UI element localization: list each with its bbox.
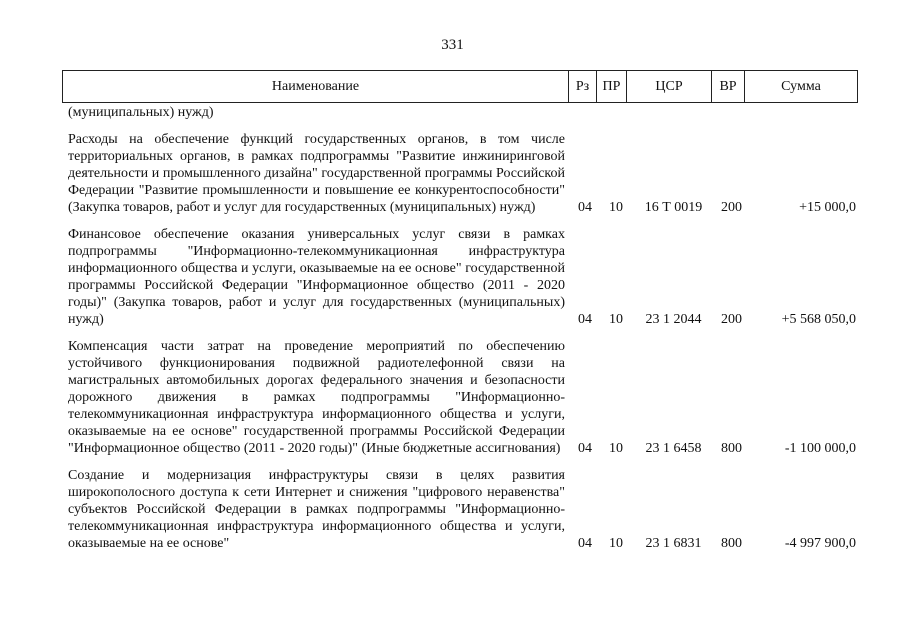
page-number: 331 <box>441 37 464 53</box>
table-body <box>68 104 858 552</box>
row-csr: 23 1 6458 <box>645 441 702 456</box>
row-rz: 04 <box>578 536 592 551</box>
continuation-row <box>68 104 858 121</box>
header-sum: Сумма <box>744 71 857 102</box>
row-pr: 10 <box>609 441 623 456</box>
row-csr: 23 1 6831 <box>645 536 702 551</box>
row-rz: 04 <box>578 200 592 215</box>
header-pr: ПР <box>596 71 626 102</box>
header-vr: ВР <box>711 71 744 102</box>
row-description: Расходы на обеспечение функций государственных органов, в том числе территориальных органов, в рамках подпрограммы "Развитие инжиниринговой деятельности и промышленного дизайна" государственной программы Российской Федерации "Развитие промышленности и повышение ее конкурентоспособности" (Закупка товаров, работ и услуг для государственных (муниципальных) нужд) <box>68 132 565 215</box>
table-row <box>68 226 858 328</box>
row-vr: 800 <box>721 536 742 551</box>
row-description: Создание и модернизация инфраструктуры связи в целях развития широкополосного доступа к сети Интернет и снижения "цифрового неравенства" субъектов Российской Федерации в рамках подпрограммы "Информационно-телекоммуникационная инфраструктура информационного общества и услуги, оказываемые на ее основе" <box>68 468 565 551</box>
table-row <box>68 131 858 216</box>
table-row <box>68 338 858 457</box>
header-csr: ЦСР <box>626 71 711 102</box>
row-csr: 16 Т 0019 <box>644 200 703 215</box>
table-row <box>68 467 858 552</box>
row-csr: 23 1 2044 <box>645 312 702 327</box>
row-description: Финансовое обеспечение оказания универсальных услуг связи в рамках подпрограммы "Информационно-телекоммуникационная инфраструктура информационного общества и услуги, оказываемые на ее основе" государственной программы Российской Федерации "Информационное общество (2011 - 2020 годы)" (Закупка товаров, работ и услуг для государственных (муниципальных) нужд) <box>68 227 565 327</box>
row-rz: 04 <box>578 312 592 327</box>
row-pr: 10 <box>609 312 623 327</box>
row-sum: -4 997 900,0 <box>784 536 856 551</box>
row-sum: +5 568 050,0 <box>781 312 856 327</box>
row-pr: 10 <box>609 200 623 215</box>
row-vr: 800 <box>721 441 742 456</box>
row-vr: 200 <box>721 312 742 327</box>
row-pr: 10 <box>609 536 623 551</box>
continuation-text: (муниципальных) нужд) <box>68 105 214 120</box>
table-header <box>62 70 858 103</box>
row-sum: +15 000,0 <box>799 200 856 215</box>
row-vr: 200 <box>721 200 742 215</box>
header-name: Наименование <box>271 78 360 94</box>
row-description: Компенсация части затрат на проведение мероприятий по обеспечению устойчивого функционирования подвижной радиотелефонной связи на магистральных автомобильных дорогах федерального значения и безопасности дорожного движения в рамках подпрограммы "Информационно-телекоммуникационная инфраструктура информационного общества и услуги, оказываемые на ее основе" государственной программы Российской Федерации "Информационное общество (2011 - 2020 годы)" (Иные бюджетные ассигнования) <box>68 339 565 456</box>
header-rz: Рз <box>568 71 596 102</box>
row-rz: 04 <box>578 441 592 456</box>
row-sum: -1 100 000,0 <box>784 441 856 456</box>
